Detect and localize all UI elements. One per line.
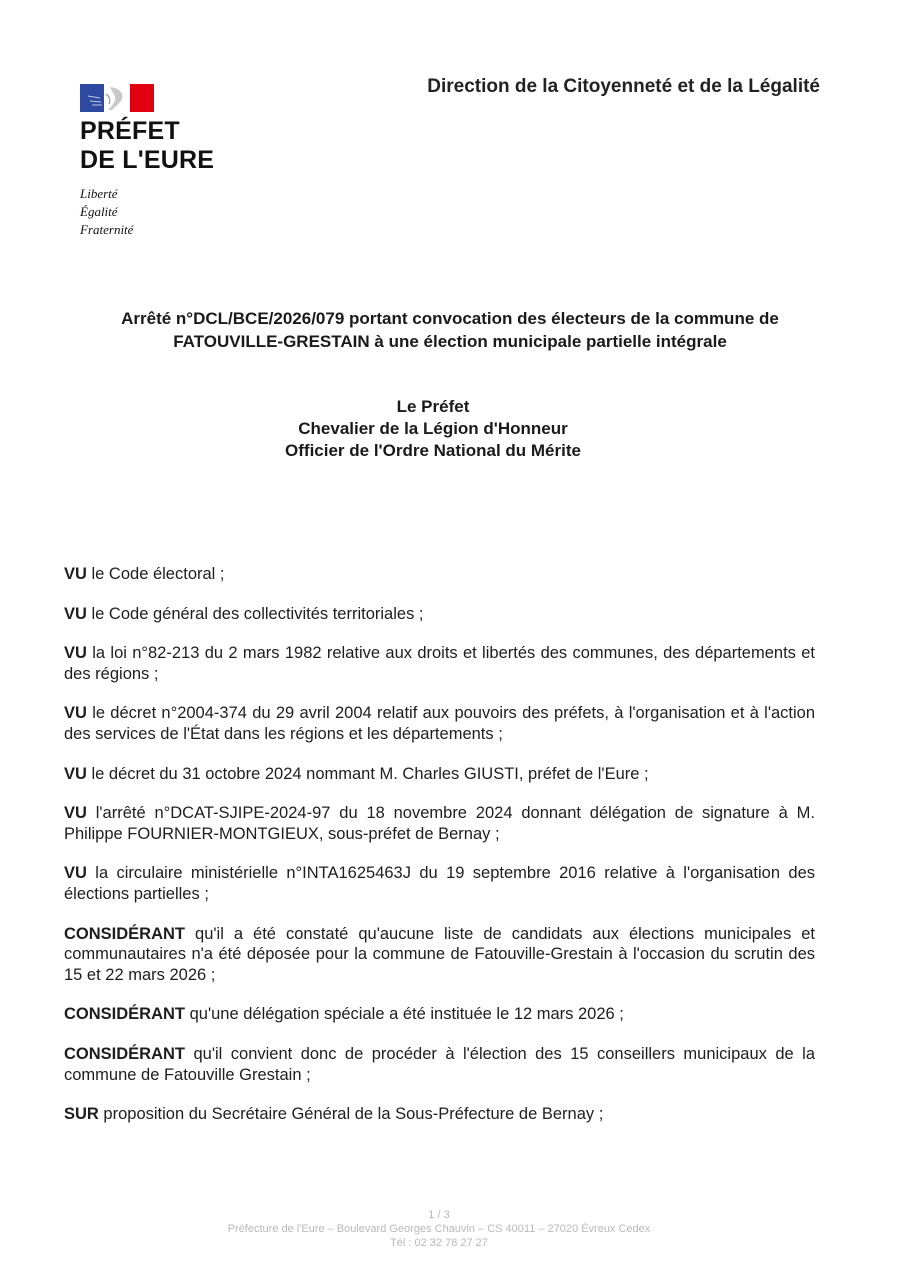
- marianne-flag-icon: [80, 84, 154, 112]
- paragraph-keyword: SUR: [64, 1105, 99, 1124]
- paragraph-text: le Code électoral ;: [86, 565, 225, 583]
- visa-paragraph: [64, 643, 815, 684]
- paragraph-text: le décret du 31 octobre 2024 nommant M. Charles GIUSTI, préfet de l'Eure ;: [86, 764, 649, 783]
- motto-liberte: Liberté: [80, 186, 118, 201]
- visa-paragraph: [64, 604, 815, 625]
- paragraph-text: qu'il a été constaté qu'aucune liste de candidats aux élections municipales et communautaires n'a été déposée pour la commune de Fatouville-Grestain à l'occasion du scrutin des 15 et 22 mars 2026 ;: [64, 924, 815, 984]
- direction-heading: Direction de la Citoyenneté et de la Légalité: [427, 76, 820, 97]
- paragraph-text: le Code général des collectivités territoriales ;: [86, 604, 424, 623]
- paragraph-keyword: VU: [64, 864, 87, 883]
- prefet-line2: Chevalier de la Légion d'Honneur: [298, 419, 568, 438]
- page-number: 1 / 3: [428, 1209, 450, 1221]
- decree-body: [64, 564, 815, 1144]
- visa-paragraph: [64, 764, 815, 785]
- paragraph-keyword: VU: [64, 764, 87, 783]
- paragraph-keyword: CONSIDÉRANT: [64, 924, 186, 943]
- prefecture-logo: [80, 84, 280, 239]
- paragraph-keyword: VU: [64, 604, 87, 623]
- paragraph-text: la loi n°82-213 du 2 mars 1982 relative aux droits et libertés des communes, des départements et des régions ;: [64, 644, 815, 683]
- paragraph-keyword: VU: [64, 565, 87, 583]
- paragraph-keyword: CONSIDÉRANT: [64, 1044, 186, 1063]
- visa-paragraph: [64, 703, 815, 744]
- visa-paragraph: [64, 863, 815, 904]
- logo-title-line2: DE L'EURE: [80, 146, 215, 174]
- visa-paragraph: [64, 803, 815, 844]
- page-footer: [0, 1208, 878, 1250]
- paragraph-keyword: VU: [64, 704, 87, 723]
- footer-address: Préfecture de l'Eure – Boulevard Georges Chauvin – CS 40011 – 27020 Évreux Cedex: [227, 1223, 651, 1235]
- paragraph-text: qu'il convient donc de procéder à l'élection des 15 conseillers municipaux de la commune de Fatouville Grestain ;: [64, 1044, 815, 1084]
- motto-fraternite: Fraternité: [80, 222, 134, 237]
- paragraph-keyword: CONSIDÉRANT: [64, 1005, 186, 1024]
- motto-egalite: Égalité: [80, 204, 118, 219]
- prefet-line1: Le Préfet: [396, 397, 470, 416]
- proposal-paragraph: [64, 1104, 815, 1125]
- republic-motto: [80, 185, 280, 239]
- paragraph-text: proposition du Secrétaire Général de la Sous-Préfecture de Bernay ;: [98, 1105, 604, 1124]
- logo-title-line1: PRÉFET: [80, 117, 180, 145]
- considerant-paragraph: [64, 1044, 815, 1085]
- decree-title: [60, 307, 840, 353]
- paragraph-text: l'arrêté n°DCAT-SJIPE-2024-97 du 18 novembre 2024 donnant délégation de signature à M. Philippe FOURNIER-MONTGIEUX, sous-préfet de Bernay ;: [64, 804, 815, 843]
- paragraph-keyword: VU: [64, 804, 87, 823]
- decree-title-line2: FATOUVILLE-GRESTAIN à une élection municipale partielle intégrale: [173, 332, 727, 351]
- prefet-titles: [60, 396, 806, 462]
- paragraph-text: la circulaire ministérielle n°INTA1625463J du 19 septembre 2016 relative à l'organisation des élections partielles ;: [64, 864, 815, 903]
- paragraph-text: le décret n°2004-374 du 29 avril 2004 relatif aux pouvoirs des préfets, à l'organisation et à l'action des services de l'État dans les régions et les départements ;: [64, 704, 815, 743]
- decree-title-line1: Arrêté n°DCL/BCE/2026/079 portant convocation des électeurs de la commune de: [121, 309, 779, 328]
- considerant-paragraph: [64, 1004, 815, 1025]
- visa-paragraph: [64, 564, 815, 585]
- logo-title: [80, 117, 280, 175]
- paragraph-text: qu'une délégation spéciale a été instituée le 12 mars 2026 ;: [185, 1005, 624, 1024]
- prefet-line3: Officier de l'Ordre National du Mérite: [285, 441, 581, 460]
- considerant-paragraph: [64, 924, 815, 986]
- footer-phone: Tél : 02 32 78 27 27: [390, 1237, 488, 1249]
- paragraph-keyword: VU: [64, 644, 87, 663]
